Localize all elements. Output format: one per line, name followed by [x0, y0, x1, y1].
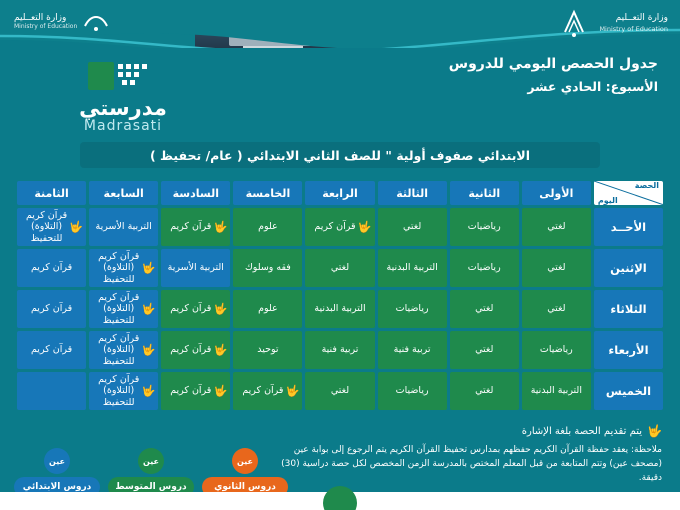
subject-cell: [305, 331, 374, 369]
subject-cell: [378, 208, 447, 246]
subject-cell: [305, 372, 374, 410]
subject-cell: [233, 331, 302, 369]
subject-cell: [161, 208, 230, 246]
period-header-1: الأولى: [522, 181, 591, 205]
sign-language-hand-icon: 🤟: [285, 384, 300, 398]
subject-label: التربية الأسرية: [95, 221, 152, 233]
subject-label: التربية البدنية: [530, 385, 582, 397]
subject-label: قرآن كريم (التلاوة) للتحفيظ: [25, 209, 68, 244]
period-header-4: الرابعة: [305, 181, 374, 205]
subject-cell: [17, 290, 86, 328]
subject-label: رياضيات: [539, 344, 573, 356]
ministry-logo-right: [557, 6, 668, 40]
subject-label: قرآن كريم: [170, 221, 212, 233]
page-title: جدول الحصص اليومي للدروس: [448, 56, 658, 72]
sign-language-note: [522, 424, 662, 438]
ministry-emblem-icon: [557, 6, 591, 40]
subject-label: علوم: [258, 303, 278, 315]
subject-cell: [89, 208, 158, 246]
sign-language-hand-icon: 🤟: [213, 220, 228, 234]
subject-label: قرآن كريم (التلاوة) للتحفيظ: [98, 373, 140, 408]
subject-label: التربية الأسرية: [167, 262, 224, 274]
sign-language-hand-icon: 🤟: [69, 220, 84, 234]
subject-cell: [522, 208, 591, 246]
subject-label: رياضيات: [395, 385, 429, 397]
table-row: [17, 290, 663, 328]
period-header-2: الثانية: [450, 181, 519, 205]
ein-button-secondary[interactable]: [202, 448, 288, 497]
subject-cell: [522, 372, 591, 410]
subject-label: قرآن كريم: [170, 303, 212, 315]
subject-label: قرآن كريم: [30, 303, 73, 315]
subject-cell: [450, 331, 519, 369]
subject-label: قرآن كريم: [30, 262, 73, 274]
sign-language-hand-icon: 🤟: [213, 302, 228, 316]
subject-label: لغتي: [475, 385, 494, 397]
subject-cell: [161, 290, 230, 328]
ein-links-row: [14, 448, 288, 497]
subject-label: لغتي: [475, 344, 494, 356]
subject-cell: [450, 372, 519, 410]
subject-label: قرآن كريم (التلاوة) للتحفيظ: [98, 250, 140, 285]
ein-button-intermediate[interactable]: [108, 448, 194, 497]
subject-cell: [233, 208, 302, 246]
day-label: الإثنين: [594, 249, 663, 287]
subject-label: رياضيات: [395, 303, 429, 315]
arabic-calligraphy-icon: [83, 8, 109, 34]
subject-label: قرآن كريم: [314, 221, 356, 233]
sign-language-hand-icon: 🤟: [141, 302, 156, 316]
subject-cell: [522, 249, 591, 287]
subject-cell: [17, 249, 86, 287]
corner-label-day: اليوم: [597, 196, 618, 205]
subject-label: قرآن كريم (التلاوة) للتحفيظ: [98, 291, 140, 326]
ein-button-label: دروس الابتدائي: [14, 477, 100, 497]
subject-cell: [89, 372, 158, 410]
ein-badge-icon: عين: [44, 448, 70, 474]
subject-cell: [161, 331, 230, 369]
ministry-left-name-ar: وزارة التعــليم: [14, 12, 67, 23]
sign-language-hand-icon: 🤟: [141, 384, 156, 398]
subject-cell: [522, 290, 591, 328]
ministry-name-en: Ministry of Education: [599, 24, 668, 33]
subject-label: قرآن كريم: [170, 385, 212, 397]
sign-language-hand-icon: 🤟: [647, 424, 662, 438]
period-header-6: السادسة: [161, 181, 230, 205]
schedule-table: [14, 178, 666, 413]
ein-button-primary[interactable]: [14, 448, 100, 497]
ministry-left-name-en: Ministry of Education: [14, 22, 78, 30]
subject-cell: [89, 249, 158, 287]
subject-cell: [161, 372, 230, 410]
top-banner: [0, 0, 680, 48]
sign-language-hand-icon: 🤟: [213, 343, 228, 357]
subject-cell: [522, 331, 591, 369]
subject-cell: [17, 372, 86, 410]
subject-cell: [378, 372, 447, 410]
ein-button-label: دروس الثانوي: [202, 477, 288, 497]
corner-header-cell: [594, 181, 663, 205]
subject-label: تربية فنية: [321, 344, 359, 356]
subject-label: رياضيات: [467, 221, 501, 233]
bottom-circle-decoration: [323, 486, 357, 510]
subject-cell: [233, 372, 302, 410]
page-title-block: [449, 56, 658, 94]
subject-label: فقه وسلوك: [244, 262, 291, 274]
subject-cell: [378, 290, 447, 328]
table-row: [17, 249, 663, 287]
subject-label: لغتي: [402, 221, 422, 233]
day-label: الثلاثاء: [594, 290, 663, 328]
subject-cell: [305, 208, 374, 246]
header-row: [17, 181, 663, 205]
subject-label: لغتي: [547, 262, 566, 274]
subject-cell: [450, 208, 519, 246]
ein-badge-icon: عين: [138, 448, 164, 474]
class-banner: [80, 142, 600, 168]
subject-label: قرآن كريم (التلاوة) للتحفيظ: [98, 332, 140, 367]
schedule-table-head: [17, 181, 663, 205]
madrasati-mark-icon: [86, 58, 160, 92]
sign-language-hand-icon: 🤟: [141, 343, 156, 357]
schedule-table-area: [14, 178, 666, 413]
subject-cell: [161, 249, 230, 287]
sign-language-hand-icon: 🤟: [213, 384, 228, 398]
madrasati-logo: [58, 58, 188, 134]
madrasati-name-ar: مدرستي: [79, 96, 167, 120]
subject-cell: [450, 249, 519, 287]
subject-cell: [233, 290, 302, 328]
subject-label: قرآن كريم: [30, 344, 73, 356]
subject-label: لغتي: [547, 221, 566, 233]
subject-label: رياضيات: [467, 262, 501, 274]
table-row: [17, 331, 663, 369]
subject-label: تربية فنية: [393, 344, 431, 356]
subject-label: لغتي: [475, 303, 494, 315]
sign-language-note-label: يتم تقديم الحصة بلغة الإشارة: [521, 425, 643, 437]
ministry-logo-left: [14, 8, 109, 34]
subject-label: قرآن كريم: [242, 385, 284, 397]
subject-label: لغتي: [330, 262, 350, 274]
subject-cell: [89, 290, 158, 328]
period-header-8: الثامنة: [17, 181, 86, 205]
footer-paragraph: ملاحظة: يعقد حفظة القرآن الكريم حفظهم بمدارس تحفيظ القرآن الكريم يتم الرجوع إلى بوابة عين (مصحف عين) وتتم المتابعة من قبل المعلم المختص بالمدرسة الزمن المخصص لكل حصة دراسية (30) دقيقة.: [281, 445, 662, 483]
subject-cell: [305, 290, 374, 328]
subject-label: علوم: [258, 221, 278, 233]
madrasati-name-en: Madrasati: [83, 118, 163, 134]
schedule-table-body: [17, 208, 663, 410]
page-subtitle: الأسبوع: الحادي عشر: [527, 79, 658, 94]
subject-label: التربية البدنية: [386, 262, 438, 274]
subject-cell: [233, 249, 302, 287]
ein-badge-icon: عين: [232, 448, 258, 474]
day-label: الأربعاء: [594, 331, 663, 369]
table-row: [17, 372, 663, 410]
sign-language-hand-icon: 🤟: [141, 261, 156, 275]
subject-cell: [17, 331, 86, 369]
subject-label: قرآن كريم: [170, 344, 212, 356]
subject-cell: [378, 249, 447, 287]
subject-cell: [378, 331, 447, 369]
period-header-5: الخامسة: [233, 181, 302, 205]
corner-label-period: الحصة: [634, 181, 659, 190]
subject-cell: [305, 249, 374, 287]
subject-label: لغتي: [330, 385, 350, 397]
period-header-7: السابعة: [89, 181, 158, 205]
ein-button-label: دروس المتوسط: [108, 477, 194, 497]
class-banner-label: الابتدائي صفوف أولية " للصف الثاني الابتدائي ( عام/ تحفيظ ): [149, 147, 531, 163]
period-header-3: الثالثة: [378, 181, 447, 205]
table-row: [17, 208, 663, 246]
sign-language-hand-icon: 🤟: [357, 220, 372, 234]
bottom-strip: [0, 492, 680, 510]
day-label: الخميس: [594, 372, 663, 410]
day-label: الأحــد: [594, 208, 663, 246]
subject-label: لغتي: [547, 303, 566, 315]
subject-label: توحيد: [257, 344, 279, 356]
subject-cell: [89, 331, 158, 369]
subject-cell: [17, 208, 86, 246]
ministry-name-ar: وزارة التعــليم: [615, 13, 668, 24]
subject-label: التربية البدنية: [314, 303, 366, 315]
subject-cell: [450, 290, 519, 328]
